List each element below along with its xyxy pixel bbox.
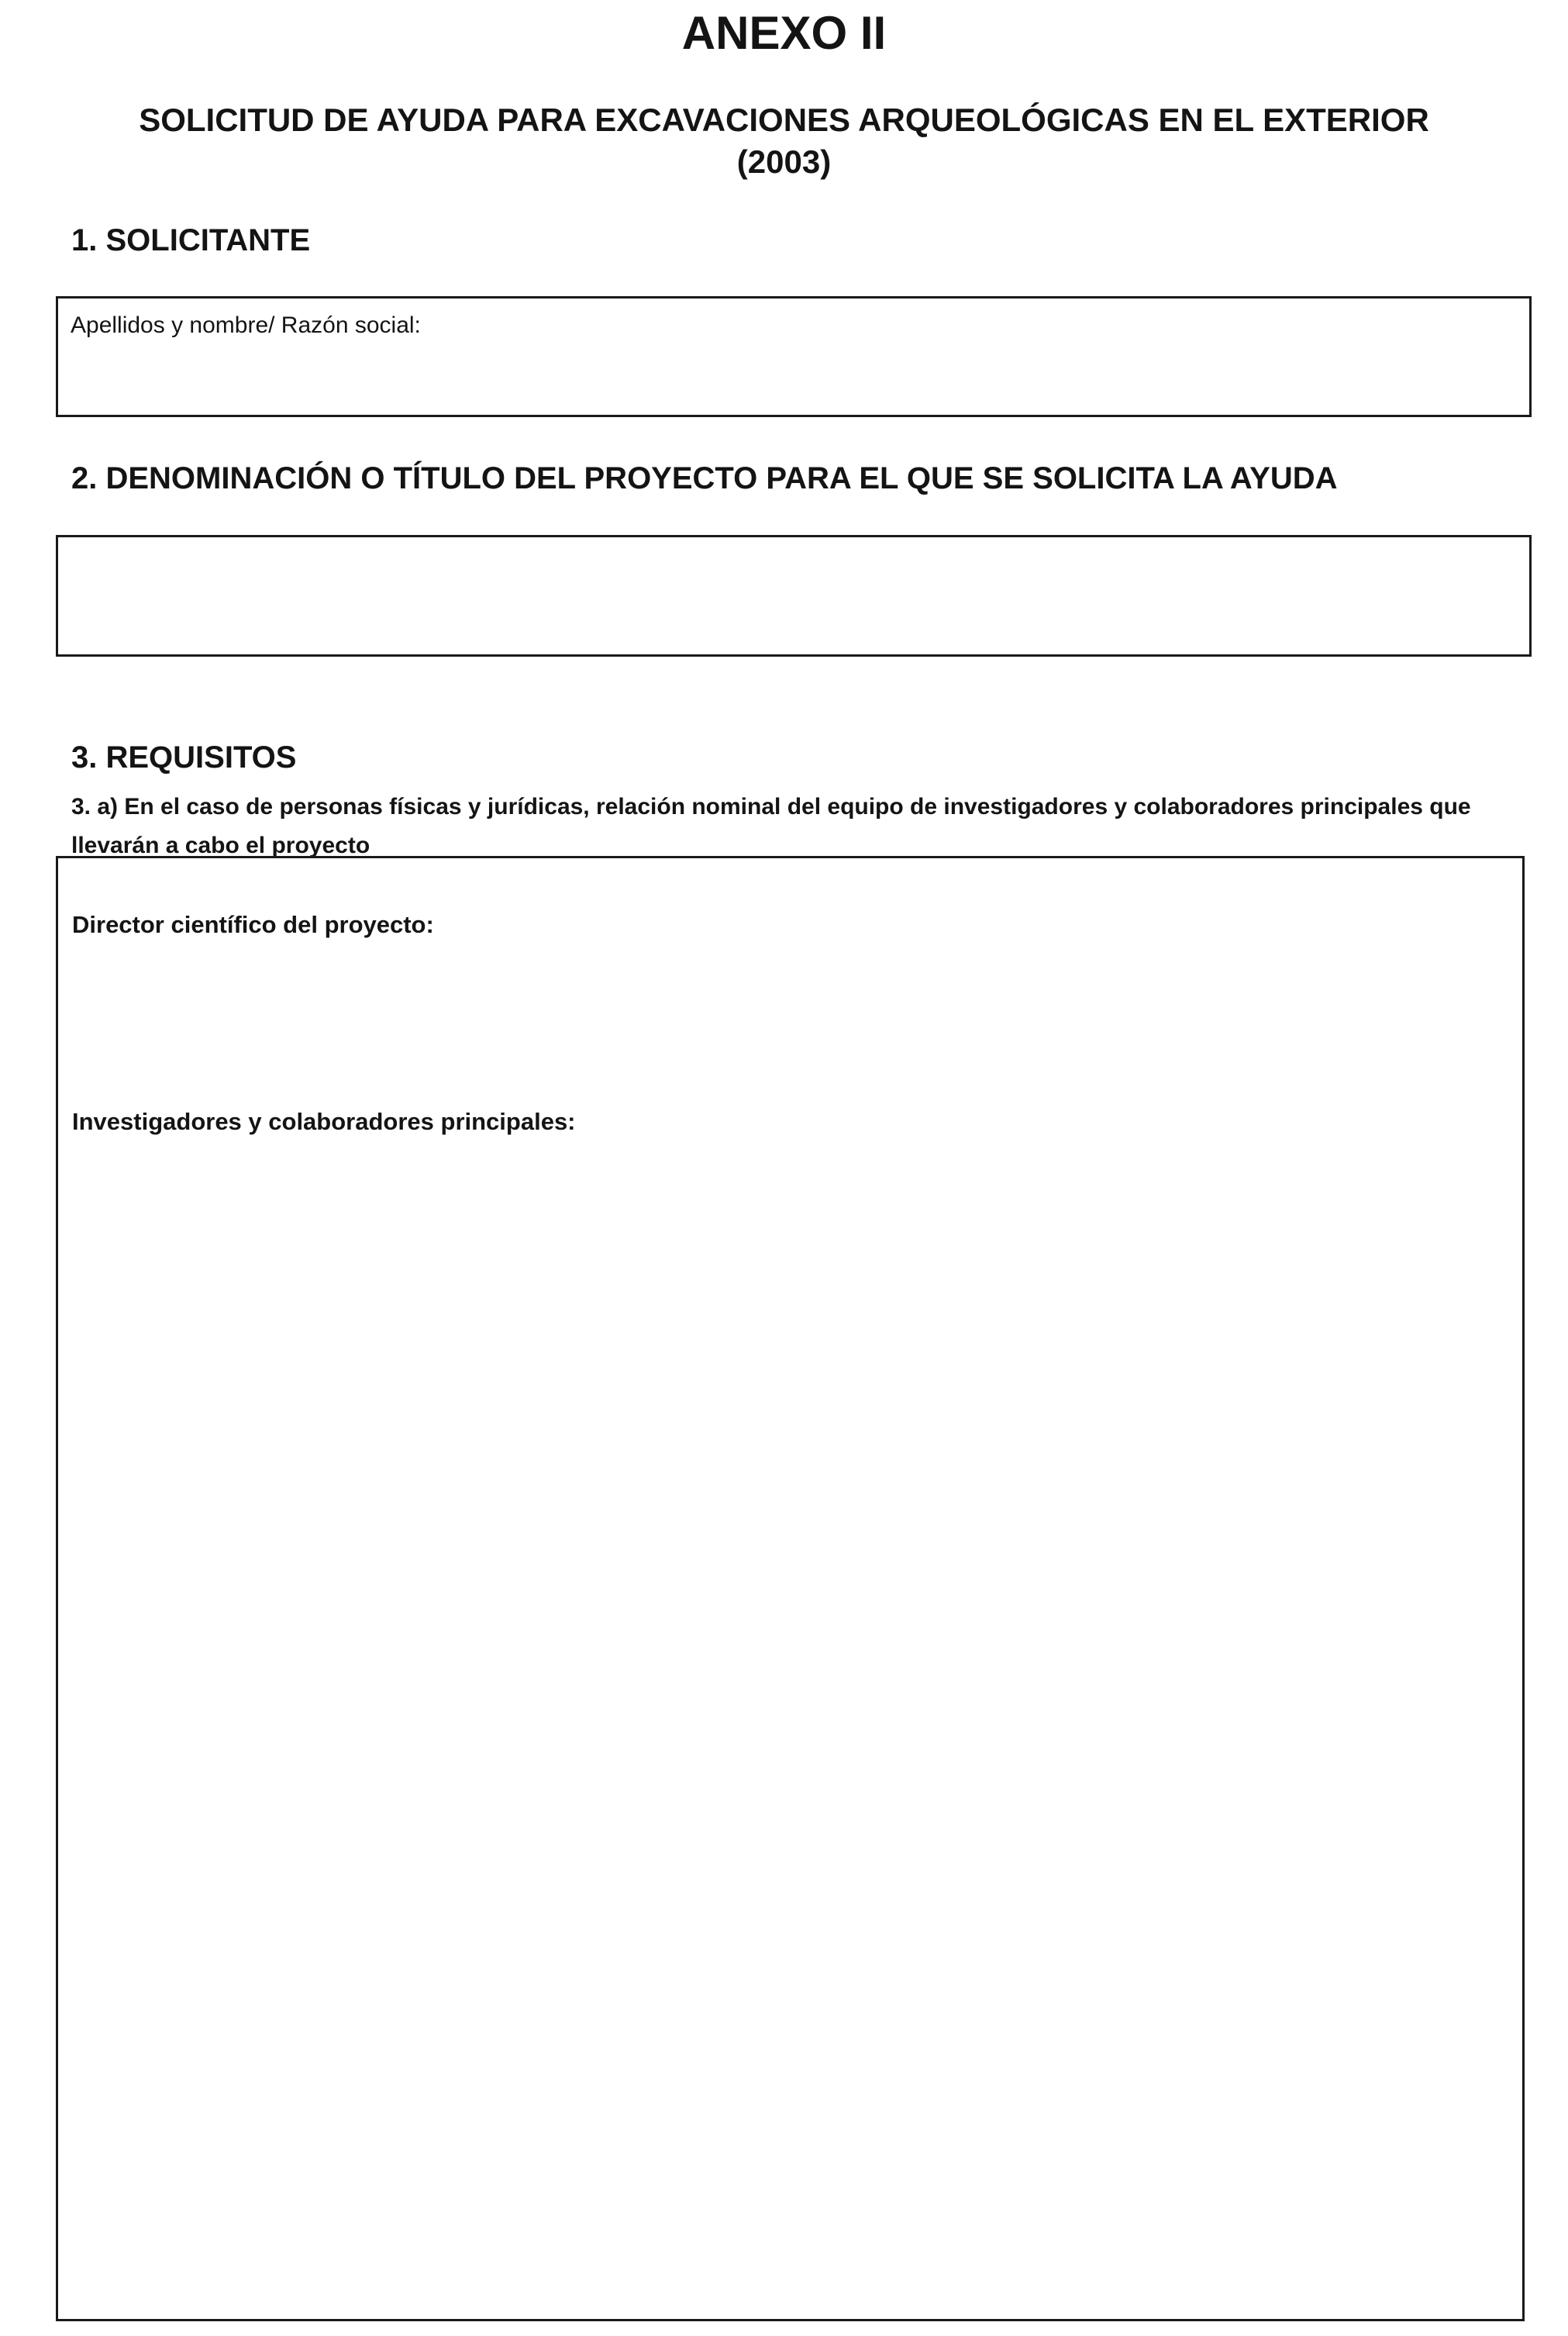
document-title-line1: SOLICITUD DE AYUDA PARA EXCAVACIONES ARQUEOLÓGICAS EN EL EXTERIOR xyxy=(139,102,1429,138)
scientific-director-label: Director científico del proyecto: xyxy=(72,911,434,938)
document-title xyxy=(31,99,1537,183)
applicant-name-label: Apellidos y nombre/ Razón social: xyxy=(71,312,421,338)
section-heading-requisitos: 3. REQUISITOS xyxy=(71,740,297,775)
document-title-year: (2003) xyxy=(736,143,832,180)
annex-title: ANEXO II xyxy=(681,7,887,59)
applicant-name-field[interactable] xyxy=(56,296,1532,417)
section-heading-project-title: 2. DENOMINACIÓN O TÍTULO DEL PROYECTO PARA EL QUE SE SOLICITA LA AYUDA xyxy=(71,461,1338,495)
project-title-field[interactable] xyxy=(56,535,1532,657)
research-team-field[interactable] xyxy=(56,856,1525,2321)
requirements-description: 3. a) En el caso de personas físicas y jurídicas, relación nominal del equipo de investigadores y colaboradores principales que llevarán a cabo el proyecto xyxy=(71,794,1471,858)
section-heading-solicitante: 1. SOLICITANTE xyxy=(71,223,311,257)
investigators-label: Investigadores y colaboradores principales: xyxy=(72,1108,576,1135)
